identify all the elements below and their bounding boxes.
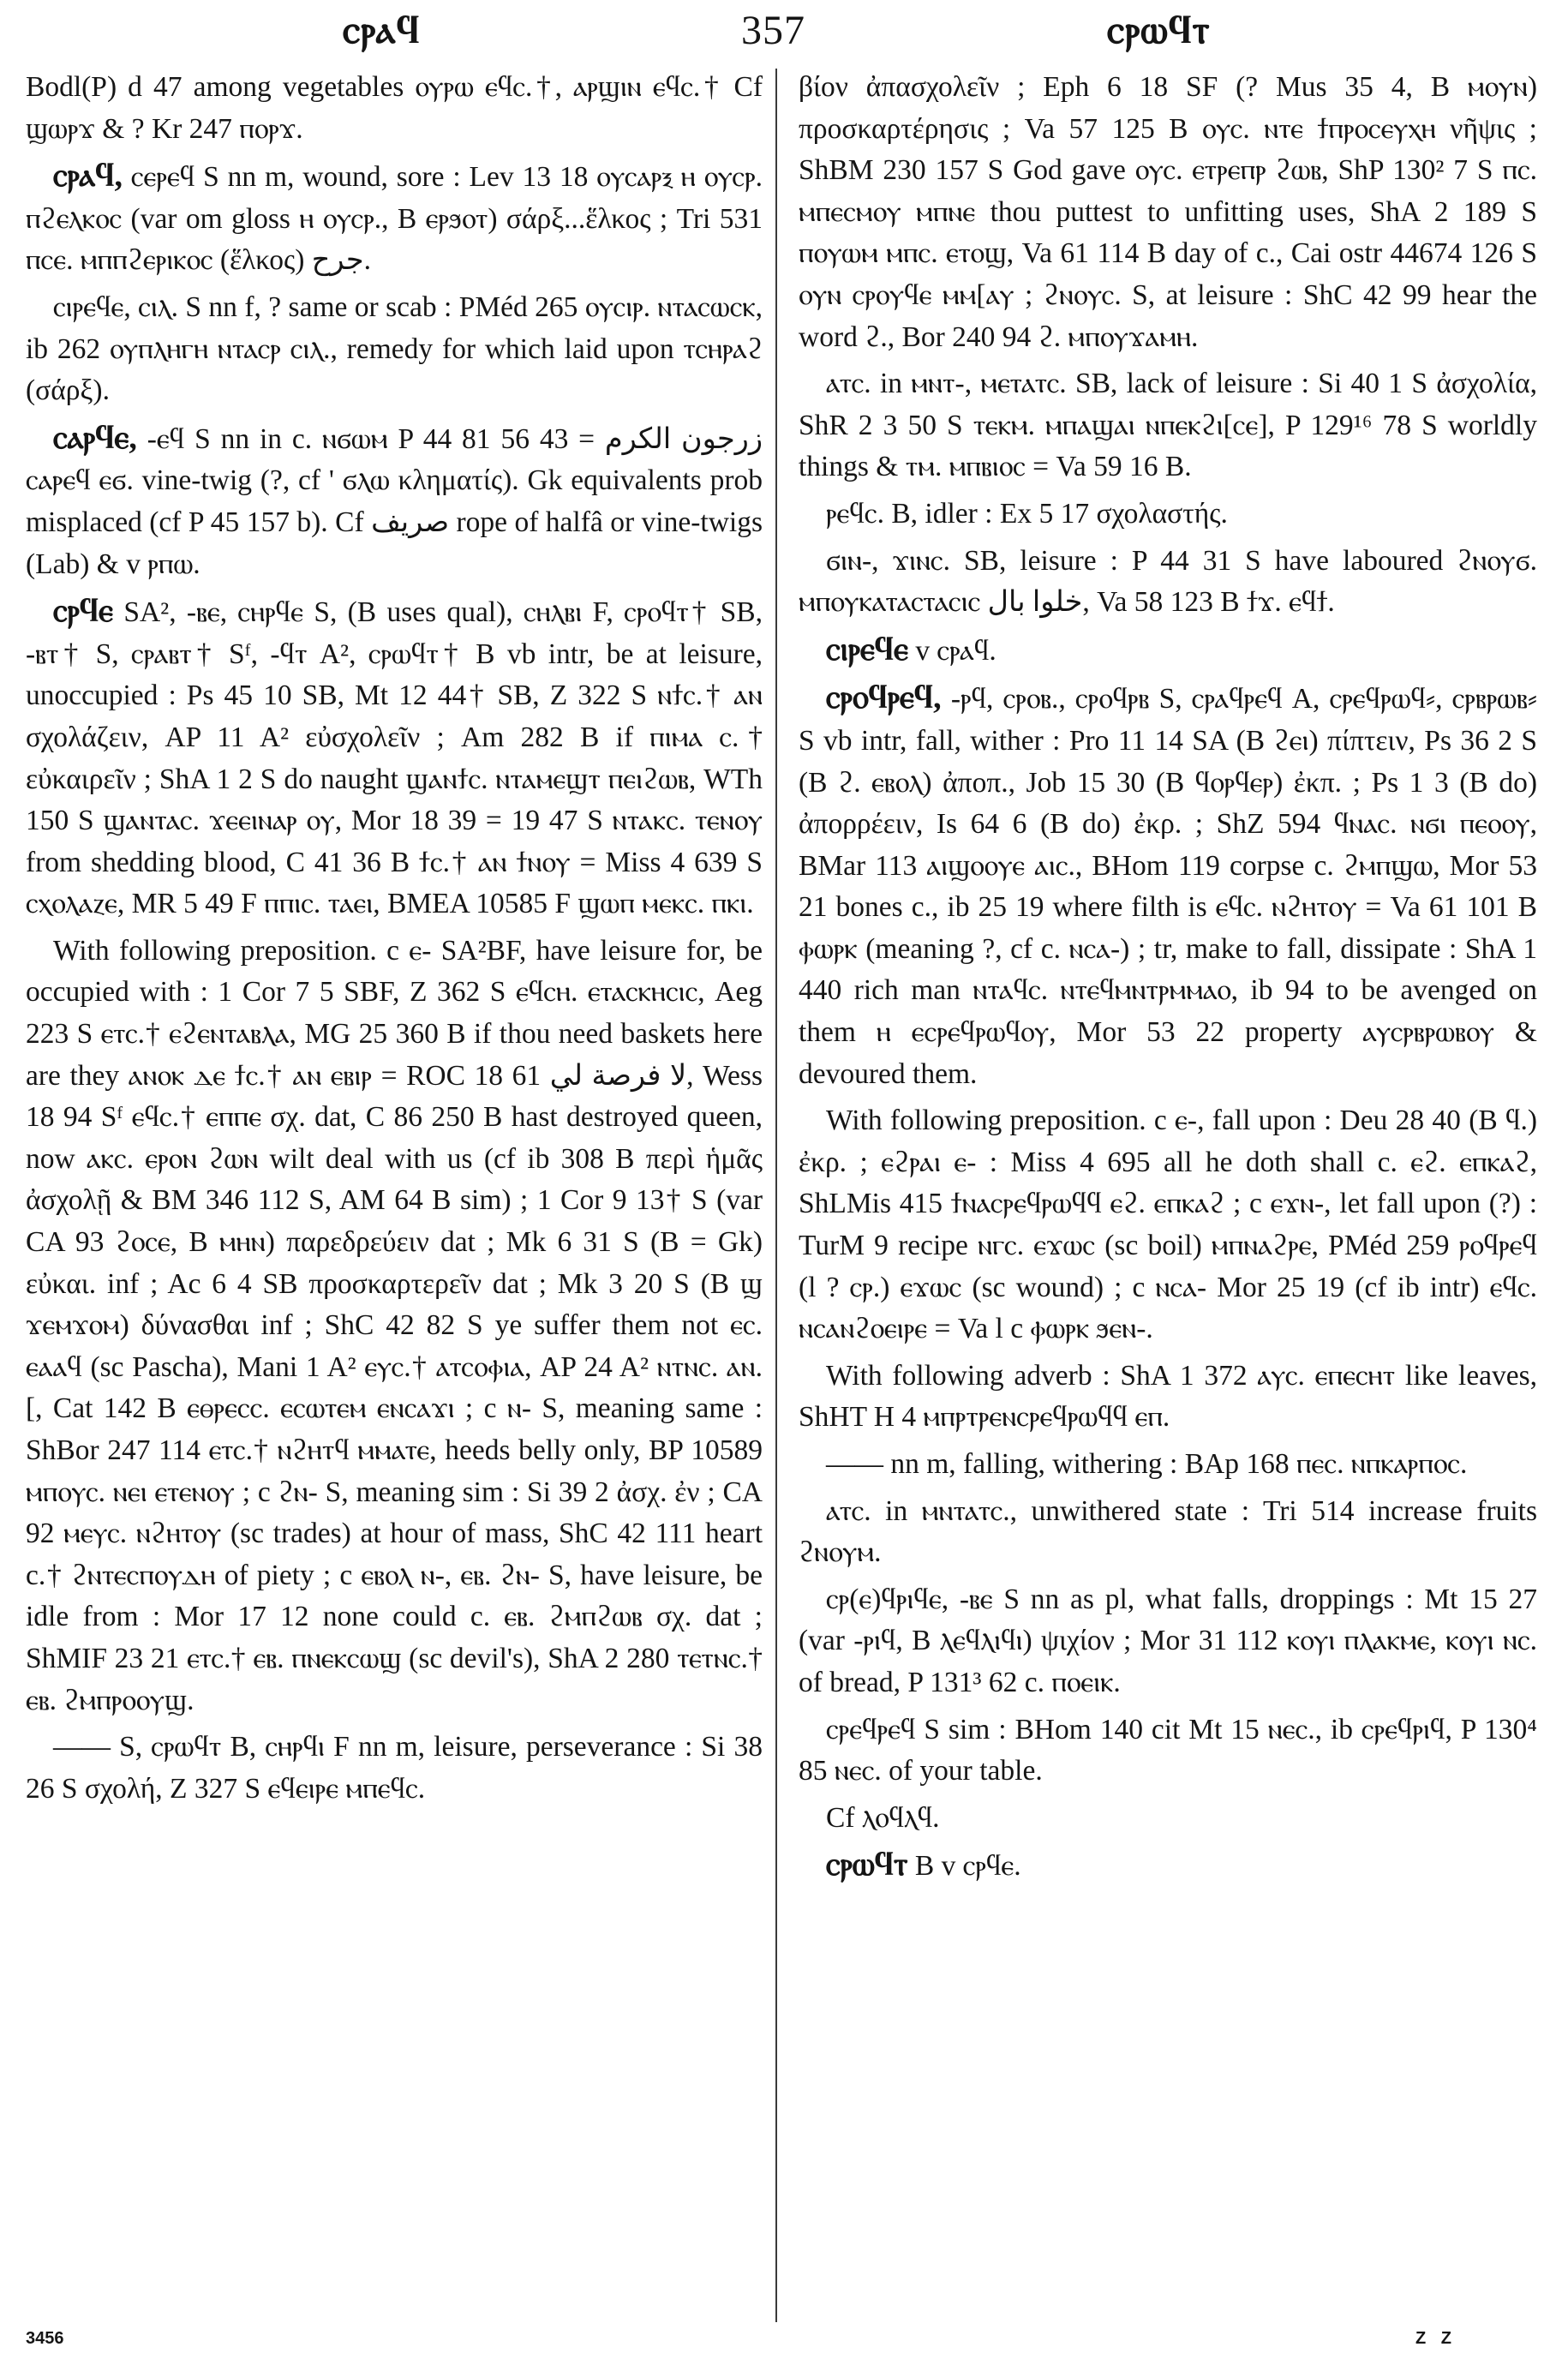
right-column-paragraph [799,1491,1537,1574]
entry-text: Cf ⲗⲟϥⲗϥ. [826,1801,940,1834]
entry-headword: ⲥⲓⲣⲉϥⲉ [826,631,908,668]
right-column-paragraph [799,1356,1537,1439]
entry-text: —— nn m, falling, withering : BAp 168 ⲡⲉⲥ. ⲛⲡⲕⲁⲣⲡⲟⲥ. [826,1448,1468,1480]
left-column [26,67,763,2320]
entry-text: ⲁⲧⲥ. in ⲙⲛⲧⲁⲧⲥ., unwithered state : Tri 514 increase fruits ϩⲛⲟⲩⲙ. [799,1494,1537,1569]
left-column-paragraph [26,1727,763,1810]
right-column-paragraph [799,677,1537,1095]
right-column-paragraph [799,1844,1537,1888]
column-divider [775,69,777,2322]
page-number: 357 [741,8,805,53]
entry-text: ⲣⲉϥⲥ. B, idler : Ex 5 17 σχολαστής. [826,497,1228,530]
entry-headword: ⲥⲁⲣϥⲉ, [53,419,137,456]
entry-headword: ⲥⲣⲁϥ, [53,158,123,195]
left-column-paragraph [26,590,763,925]
right-headword: ⲥⲣⲱϥⲧ [1107,8,1211,51]
left-column-paragraph [26,155,763,282]
right-column-paragraph [799,1709,1537,1793]
entry-text: With following preposition. c ⲉ-, fall upon : Deu 28 40 (B ϥ.) ἐκρ. ; ⲉϩⲣⲁⲓ ⲉ- : Miss 4 695 all he doth shall c. ⲉϩ. ⲉⲡⲕⲁϩ, ShLMis 415 ϯⲛⲁⲥⲣⲉϥⲣⲱϥϥ ⲉϩ. ⲉⲡⲕⲁϩ ; c ⲉϫⲛ-, let fall upon (?) : TurM 9 recipe ⲛⲅⲥ. ⲉϫⲱⲥ (sc boil) ⲙⲡⲛⲁϩⲣⲉ, PMéd 259 ⲣⲟϥⲣⲉϥ (l ? ⲥⲣ.) ⲉϫⲱⲥ (sc wound) ; c ⲛⲥⲁ- Mor 25 19 (cf ib intr) ⲉϥⲥ. ⲛⲥⲁⲛϩⲟⲉⲓⲣⲉ = Va l c ⲫⲱⲣⲕ ϧⲉⲛ-. [799,1105,1537,1345]
entry-headword: ⲥⲣⲱϥⲧ [826,1847,908,1883]
page-header [26,7,1542,67]
right-column-paragraph [799,363,1537,488]
right-column-paragraph [799,541,1537,624]
gathering-mark: Z Z [1415,2329,1457,2348]
entry-text: v ⲥⲣⲁϥ. [915,634,996,667]
right-column-paragraph [799,1798,1537,1840]
entry-text: ⲥⲉⲣⲉϥ S nn m, wound, sore : Lev 13 18 ⲟⲩⲥⲁⲣⲝ ⲏ ⲟⲩⲥⲣ. ⲡϩⲉⲗⲕⲟⲥ (var om gloss ⲏ ⲟⲩⲥⲣ., B ⲉⲣϧⲟⲧ) σάρξ...ἕλκος ; Tri 531 ⲡⲥⲉ. ⲙⲡⲡϩⲉⲣⲓⲕⲟⲥ (ἕλκος) جرح. [26,161,763,277]
entry-text: SA², -ⲃⲉ, ⲥⲏⲣϥⲉ S, (B uses qual), ⲥⲏⲗⲃⲓ F, ⲥⲣⲟϥⲧ† SB, -ⲃⲧ† S, ⲥⲣⲁⲃⲧ† Sᶠ, -ϥⲧ A², ⲥⲣⲱϥⲧ† B vb intr, be at leisure, unoccupied : Ps 45 10 SB, Mt 12 44† SB, Z 322 S ⲛϯⲥ.† ⲁⲛ σχολάζειν, AP 11 A² εὐσχολεῖν ; Am 282 B if ⲡⲓⲙⲁ ⲥ.† εὐκαιρεῖν ; ShA 1 2 S do naught ϣⲁⲛϯⲥ. ⲛⲧⲁⲙⲉϣⲧ ⲡⲉⲓϩⲱⲃ, WTh 150 S ϣⲁⲛⲧⲁⲥ. ϫⲉⲉⲓⲛⲁⲣ ⲟⲩ, Mor 18 39 = 19 47 S ⲛⲧⲁⲕⲥ. ⲧⲉⲛⲟⲩ from shedding blood, C 41 36 B ϯⲥ.† ⲁⲛ ϯⲛⲟⲩ = Miss 4 639 S ⲥⲭⲟⲗⲁⲍⲉ, MR 5 49 F ⲡⲡⲓⲥ. ⲧⲁⲉⲓ, BMEA 10585 F ϣⲱⲡ ⲙⲉⲕⲥ. ⲡⲕⲓ. [26,596,763,920]
entry-text: B v ⲥⲣϥⲉ. [914,1850,1021,1883]
entry-text: ⲥⲓⲣⲉϥⲉ, ⲥⲓⲗ. S nn f, ? same or scab : PMéd 265 ⲟⲩⲥⲓⲣ. ⲛⲧⲁⲥⲱⲥⲕ, ib 262 ⲟⲩⲡⲗⲏⲅⲏ ⲛⲧⲁⲥⲣ ⲥⲓⲗ., remedy for which laid upon ⲧⲥⲏⲣⲁϩ (σάρξ). [26,290,763,407]
entry-text: ⲁⲧⲥ. in ⲙⲛⲧ-, ⲙⲉⲧⲁⲧⲥ. SB, lack of leisure : Si 40 1 S ἀσχολία, ShR 2 3 50 S ⲧⲉⲕⲙ. ⲙⲡⲁϣⲁⲓ ⲛⲡⲉⲕϩⲓ[ⲥⲉ], P 129¹⁶ 78 S worldly things & ⲧⲙ. ⲙⲡⲃⲓⲟⲥ = Va 59 16 B. [799,368,1537,483]
entry-headword: ⲥⲣⲟϥⲣⲉϥ, [826,680,942,716]
right-column-paragraph [799,67,1537,358]
right-column-paragraph [799,1579,1537,1704]
right-column-paragraph [799,629,1537,673]
page-footer [26,2329,1542,2358]
right-column-paragraph [799,494,1537,536]
entry-text: -ⲣϥ, ⲥⲣⲟⲃ., ⲥⲣⲟϥⲣⲃ S, ⲥⲣⲁϥⲣⲉϥ A, ⲥⲣⲉϥⲣⲱϥ⸗, ⲥⲣⲃⲣⲱⲃ⸗ S vb intr, fall, wither : Pro 11 14 SA (B ϩⲉⲓ) πίπτειν, Ps 36 2 S (B ϩ. ⲉⲃⲟⲗ) ἀποπ., Job 15 30 (B ϥⲟⲣϥⲉⲣ) ἐκπ. ; Ps 1 3 (B do) ἀπορρέειν, Is 64 6 (B do) ἐκρ. ; ShZ 594 ϥⲛⲁⲥ. ⲛϭⲓ ⲡⲉⲟⲟⲩ, BMar 113 ⲁⲓϣⲟⲟⲩⲉ ⲁⲓⲥ., BHom 119 corpse c. ϩⲙⲡϣⲱ, Mor 53 21 bones c., ib 25 19 where filth is ⲉϥⲥ. ⲛϩⲏⲧⲟⲩ = Va 61 101 B ⲫⲱⲣⲕ (meaning ?, cf c. ⲛⲥⲁ-) ; tr, make to fall, dissipate : ShA 1 440 rich man ⲛⲧⲁϥⲥ. ⲛⲧⲉϥⲙⲛⲧⲣⲙⲙⲁⲟ, ib 94 to be avenged on them ⲏ ⲉⲥⲣⲉϥⲣⲱϥⲟⲩ, Mor 53 22 property ⲁⲩⲥⲣⲃⲣⲱⲃⲟⲩ & devoured them. [799,683,1537,1090]
printer-signature: 3456 [26,2329,64,2348]
entry-text: βίον ἀπασχολεῖν ; Eph 6 18 SF (? Mus 35 4, B ⲙⲟⲩⲛ) προσκαρτέρησις ; Va 57 125 B ⲟⲩⲥ. ⲛⲧⲉ ϯⲡⲣⲟⲥⲉⲩⲭⲏ νῆψις ; ShBM 230 157 S God gave ⲟⲩⲥ. ⲉⲧⲣⲉⲡⲣ ϩⲱⲃ, ShP 130² 7 S ⲡⲥ. ⲙⲡⲉⲥⲙⲟⲩ ⲙⲡⲛⲉ thou puttest to unfitting uses, ShA 2 189 S ⲡⲟⲩⲱⲙ ⲙⲡⲥ. ⲉⲧⲟϣ, Va 61 114 B day of c., Cai ostr 44674 126 S ⲟⲩⲛ ⲥⲣⲟⲩϥⲉ ⲙⲙ[ⲁⲩ ; ϩⲛⲟⲩⲥ. S, at leisure : ShC 42 99 hear the word ϩ., Bor 240 94 ϩ. ⲙⲡⲟⲩϫⲁⲙⲏ. [799,71,1537,353]
right-column-paragraph [799,1100,1537,1350]
left-column-paragraph [26,287,763,412]
left-headword: ⲥⲣⲁϥ [343,8,421,51]
left-column-paragraph [26,417,763,585]
entry-text: —— S, ⲥⲣⲱϥⲧ B, ⲥⲏⲣϥⲓ F nn m, leisure, perseverance : Si 38 26 S σχολή, Z 327 S ⲉϥⲉⲓⲣⲉ ⲙⲡⲉϥⲥ. [26,1731,763,1805]
entry-text: -ⲉϥ S nn in c. ⲛϭⲱⲙ P 44 81 زرجون الكرم = 43 56 ⲥⲁⲣⲉϥ ⲉϭ. vine-twig (?, cf ' ϭⲗⲱ κληματίς). Gk equivalents prob misplaced (cf P 45 157 b). Cf صريف rope of halfâ or vine-twigs (Lab) & v ⲣⲡⲱ. [26,422,763,580]
right-column [799,67,1537,2320]
entry-text: With following preposition. c ⲉ- SA²BF, have leisure for, be occupied with : 1 Cor 7 5 SBF, Z 362 S ⲉϥⲥⲏ. ⲉⲧⲁⲥⲕⲏⲥⲓⲥ, Aeg 223 S ⲉⲧⲥ.† ⲉϩⲉⲛⲧⲁⲃⲗⲁ, MG 25 360 B if thou need baskets here are they ⲁⲛⲟⲕ ⲇⲉ ϯⲥ.† ⲁⲛ ⲉⲃⲓⲣ = ROC 18 61 لا فرصة لي, Wess 18 94 Sᶠ ⲉϥⲥ.† ⲉⲡⲡⲉ σχ. dat, C 86 250 B hast destroyed queen, now ⲁⲕⲥ. ⲉⲣⲟⲛ ϩⲱⲛ wilt deal with us (cf ib 308 B περὶ ἡμᾶς ἀσχολῇ & BM 346 112 S, AM 64 B sim) ; 1 Cor 9 13† S (var CA 93 ϩⲟⲥⲉ, B ⲙⲏⲛ) παρεδρεύειν dat ; Mk 6 31 S (B = Gk) εὐκαι. inf ; Ac 6 4 SB προσκαρτερεῖν dat ; Mk 3 20 S (B ϣ ϫⲉⲙϫⲟⲙ) δύνασθαι inf ; ShC 42 82 S ye suffer them not ⲉⲥ. ⲉⲁⲁϥ (sc Pascha), Mani 1 A² ⲉⲩⲥ.† ⲁⲧⲥⲟⲫⲓⲁ, AP 24 A² ⲛⲧⲛⲥ. ⲁⲛ.[, Cat 142 B ⲉⲑⲣⲉⲥⲥ. ⲉⲥⲱⲧⲉⲙ ⲉⲛⲥⲁϫⲓ ; c ⲛ- S, meaning same : ShBor 247 114 ⲉⲧⲥ.† ⲛϩⲏⲧϥ ⲙⲙⲁⲧⲉ, heeds belly only, BP 10589 ⲙⲡⲟⲩⲥ. ⲛⲉⲓ ⲉⲧⲉⲛⲟⲩ ; c ϩⲛ- S, meaning sim : Si 39 2 ἀσχ. ἐν ; CA 92 ⲙⲉⲩⲥ. ⲛϩⲏⲧⲟⲩ (sc trades) at hour of mass, ShC 42 111 heart c.† ϩⲛⲧⲉⲥⲡⲟⲩⲇⲏ of piety ; c ⲉⲃⲟⲗ ⲛ-, ⲉⲃ. ϩⲛ- S, have leisure, be idle from : Mor 17 12 none could c. ⲉⲃ. ϩⲙⲡϩⲱⲃ σχ. dat ; ShMIF 23 21 ⲉⲧⲥ.† ⲉⲃ. ⲡⲛⲉⲕⲥⲱϣ (sc devil's), ShA 2 280 ⲧⲉⲧⲛⲥ.† ⲉⲃ. ϩⲙⲡⲣⲟⲟⲩϣ. [26,934,763,1716]
left-column-paragraph [26,931,763,1721]
entry-text: ⲥⲣ(ⲉ)ϥⲣⲓϥⲉ, -ⲃⲉ S nn as pl, what falls, droppings : Mt 15 27 (var -ⲣⲓϥ, B ⲗⲉϥⲗⲓϥⲓ) ψιχίον ; Mor 31 112 ⲕⲟⲩⲓ ⲡⲗⲁⲕⲙⲉ, ⲕⲟⲩⲓ ⲛⲥ. of bread, P 131³ 62 c. ⲡⲟⲉⲓⲕ. [799,1583,1537,1698]
entry-text: With following adverb : ShA 1 372 ⲁⲩⲥ. ⲉⲡⲉⲥⲏⲧ like leaves, ShHT H 4 ⲙⲡⲣⲧⲣⲉⲛⲥⲣⲉϥⲣⲱϥϥ ⲉⲡ. [799,1359,1537,1434]
entry-text: ⲥⲣⲉϥⲣⲉϥ S sim : BHom 140 cit Mt 15 ⲛⲉⲥ., ib ⲥⲣⲉϥⲣⲓϥ, P 130⁴ 85 ⲛⲉⲥ. of your table. [799,1713,1537,1787]
right-column-paragraph [799,1444,1537,1486]
entry-text: ϭⲓⲛ-, ϫⲓⲛⲥ. SB, leisure : P 44 31 S have laboured ϩⲛⲟⲩϭ. ⲙⲡⲟⲩⲕⲁⲧⲁⲥⲧⲁⲥⲓⲥ خلوا بال, Va 58 123 B ϯϫ. ⲉϥϯ. [799,544,1537,619]
entry-text: Bodl(P) d 47 among vegetables ⲟⲩⲣⲱ ⲉϥⲥ.†, ⲁⲣϣⲓⲛ ⲉϥⲥ.† Cf ϣⲱⲣϫ & ? Kr 247 ⲡⲟⲣϫ. [26,71,763,145]
left-column-paragraph [26,67,763,150]
entry-headword: ⲥⲣϥⲉ [53,593,114,630]
